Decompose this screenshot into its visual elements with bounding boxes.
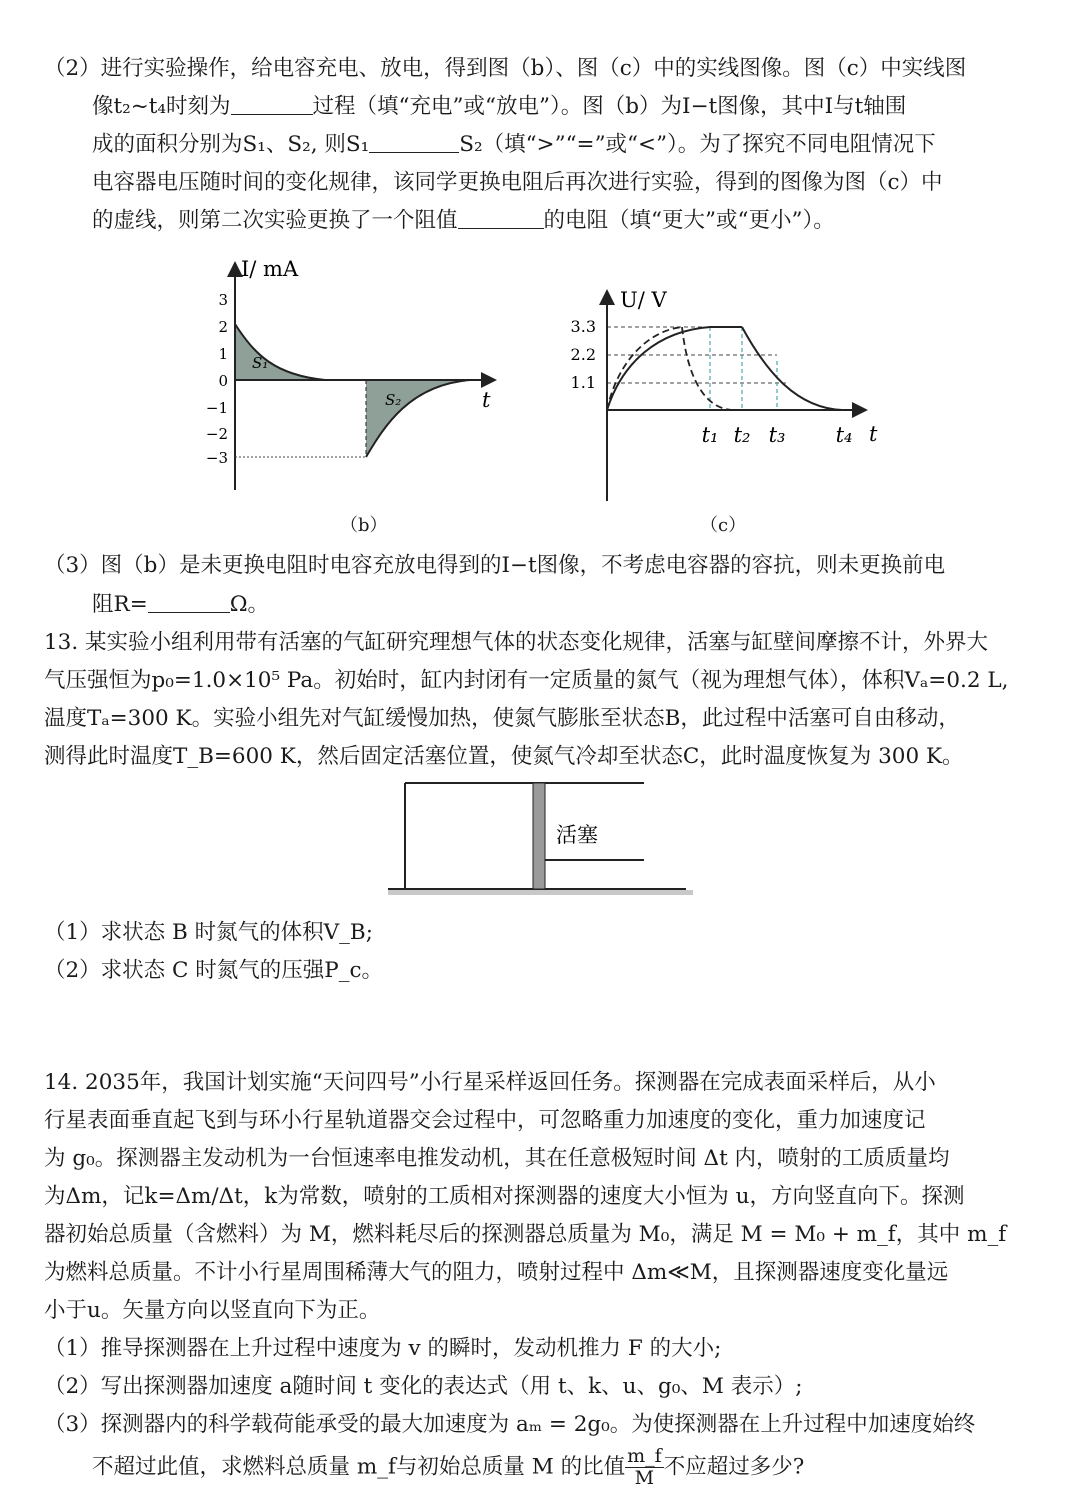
- y-axis-label: U/ V: [620, 288, 667, 312]
- q14-sub2: （2）写出探测器加速度 a随时间 t 变化的表达式（用 t、k、u、g₀、M 表示）;: [44, 1374, 803, 1399]
- figure-b-caption: （b）: [340, 515, 388, 536]
- text: 成的面积分别为S₁、S₂, 则S₁: [92, 132, 370, 157]
- q14-line1: 14. 2035年，我国计划实施“天问四号”小行星采样返回任务。探测器在完成表面采样后，从小: [44, 1070, 936, 1095]
- dashed-charge-curve: [607, 327, 682, 410]
- text: 不超过此值，求燃料总质量 m_f与初始总质量 M 的比值: [92, 1454, 626, 1480]
- q12-part2-line2: [92, 96, 906, 118]
- text: 阻R=: [92, 592, 148, 617]
- xtick-label: t₂: [733, 423, 751, 447]
- tick-label: −1: [205, 399, 228, 417]
- answer-blank-2: [369, 134, 459, 153]
- tick-label: −2: [205, 425, 228, 443]
- answer-blank-3: [458, 210, 544, 229]
- figure-b-it-graph: [195, 255, 505, 540]
- piston-label: 活塞: [556, 823, 598, 847]
- area-label-s2: S₂: [385, 391, 402, 409]
- tick-label: 3: [218, 291, 228, 309]
- q14-line4: 为Δm，记k=Δm/Δt，k为常数，喷射的工质相对探测器的速度大小恒为 u，方向竖直向下。探测: [44, 1184, 965, 1209]
- q12-part2-line3: [92, 134, 936, 156]
- q13-line2: 气压强恒为p₀=1.0×10⁵ Pa。初始时，缸内封闭有一定质量的氮气（视为理想气体），体积Vₐ=0.2 L,: [44, 668, 1009, 693]
- q13-line3: 温度Tₐ=300 K。实验小组先对气缸缓慢加热，使氮气膨胀至状态B，此过程中活塞可自由移动，: [44, 706, 960, 731]
- tick-label: 3.3: [570, 317, 596, 336]
- dashed-discharge-curve: [682, 327, 732, 410]
- q13-line1: 13. 某实验小组利用带有活塞的气缸研究理想气体的状态变化规律，活塞与缸壁间摩擦不计，外界大: [44, 630, 989, 655]
- tick-label: 1: [218, 345, 228, 363]
- x-axis-label: t: [869, 422, 878, 446]
- q12-part2-line5: [92, 210, 835, 232]
- denominator: M: [634, 1466, 655, 1489]
- q14-line5: 器初始总质量（含燃料）为 M，燃料耗尽后的探测器总质量为 M₀，满足 M = M₀ + m_f，其中 m_f: [44, 1222, 1007, 1247]
- tick-label: 0: [218, 372, 228, 390]
- q13-sub2: （2）求状态 C 时氮气的压强P_c。: [44, 958, 384, 983]
- q14-line7: 小于u。矢量方向以竖直向下为正。: [44, 1298, 381, 1323]
- cylinder-piston-diagram: [388, 778, 693, 903]
- figure-c-ut-graph: [562, 283, 892, 508]
- text: Ω。: [229, 592, 270, 617]
- tick-label: −3: [205, 449, 228, 467]
- text: 像t₂~t₄时刻为: [92, 94, 231, 119]
- answer-blank-4: [148, 594, 230, 613]
- tick-label: 2: [218, 318, 228, 336]
- text: 的虚线，则第二次实验更换了一个阻值: [92, 208, 458, 233]
- figure-c-caption: （c）: [700, 515, 747, 536]
- numerator: m_f: [627, 1445, 662, 1467]
- tick-label: 1.1: [570, 373, 596, 392]
- y-axis-label: I/ mA: [241, 257, 299, 281]
- answer-blank-1: [231, 96, 313, 115]
- xtick-label: t₃: [768, 423, 786, 447]
- xtick-label: t₄: [835, 423, 853, 447]
- text: 不应超过多少?: [663, 1454, 805, 1480]
- q14-line6: 为燃料总质量。不计小行星周围稀薄大气的阻力，喷射过程中 Δm≪M，且探测器速度变化量远: [44, 1260, 949, 1285]
- q12-part3-line1: （3）图（b）是未更换电阻时电容充放电得到的I−t图像，不考虑电容器的容抗，则未更换前电: [44, 553, 946, 578]
- q14-line3: 为 g₀。探测器主发动机为一台恒速率电推发动机，其在任意极短时间 Δt 内，喷射的工质质量均: [44, 1146, 950, 1171]
- q12-part2-line4: 电容器电压随时间的变化规律，该同学更换电阻后再次进行实验，得到的图像为图（c）中: [92, 170, 943, 195]
- q14-sub3-cont: [92, 1446, 804, 1489]
- q12-part3-line2: [92, 594, 269, 616]
- text: S₂（填“>”“=”或“<”）。为了探究不同电阻情况下: [459, 132, 936, 157]
- piston: [533, 783, 545, 889]
- solid-discharge-curve: [742, 327, 842, 410]
- solid-charge-curve: [607, 327, 742, 410]
- fraction-mf-over-M: [625, 1446, 664, 1489]
- area-label-s1: S₁: [252, 354, 269, 372]
- xtick-label: t₁: [701, 423, 719, 447]
- x-axis-label: t: [482, 388, 491, 412]
- q12-part2-line1: （2）进行实验操作，给电容充电、放电，得到图（b）、图（c）中的实线图像。图（c）中实线图: [44, 56, 967, 81]
- area-s2: [366, 380, 470, 457]
- tick-label: 2.2: [570, 345, 596, 364]
- area-s1: [235, 324, 325, 380]
- q14-sub3: （3）探测器内的科学载荷能承受的最大加速度为 aₘ = 2g₀。为使探测器在上升过程中加速度始终: [44, 1412, 976, 1437]
- text: 的电阻（填“更大”或“更小”）。: [543, 208, 835, 233]
- q13-sub1: （1）求状态 B 时氮气的体积V_B;: [44, 920, 373, 945]
- q13-line4: 测得此时温度T_B=600 K，然后固定活塞位置，使氮气冷却至状态C，此时温度恢复为 300 K。: [44, 744, 964, 769]
- q14-line2: 行星表面垂直起飞到与环小行星轨道器交会过程中，可忽略重力加速度的变化，重力加速度记: [44, 1108, 926, 1133]
- q14-sub1: （1）推导探测器在上升过程中速度为 v 的瞬时，发动机推力 F 的大小;: [44, 1336, 722, 1361]
- text: 过程（填“充电”或“放电”）。图（b）为I−t图像，其中I与t轴围: [312, 94, 907, 119]
